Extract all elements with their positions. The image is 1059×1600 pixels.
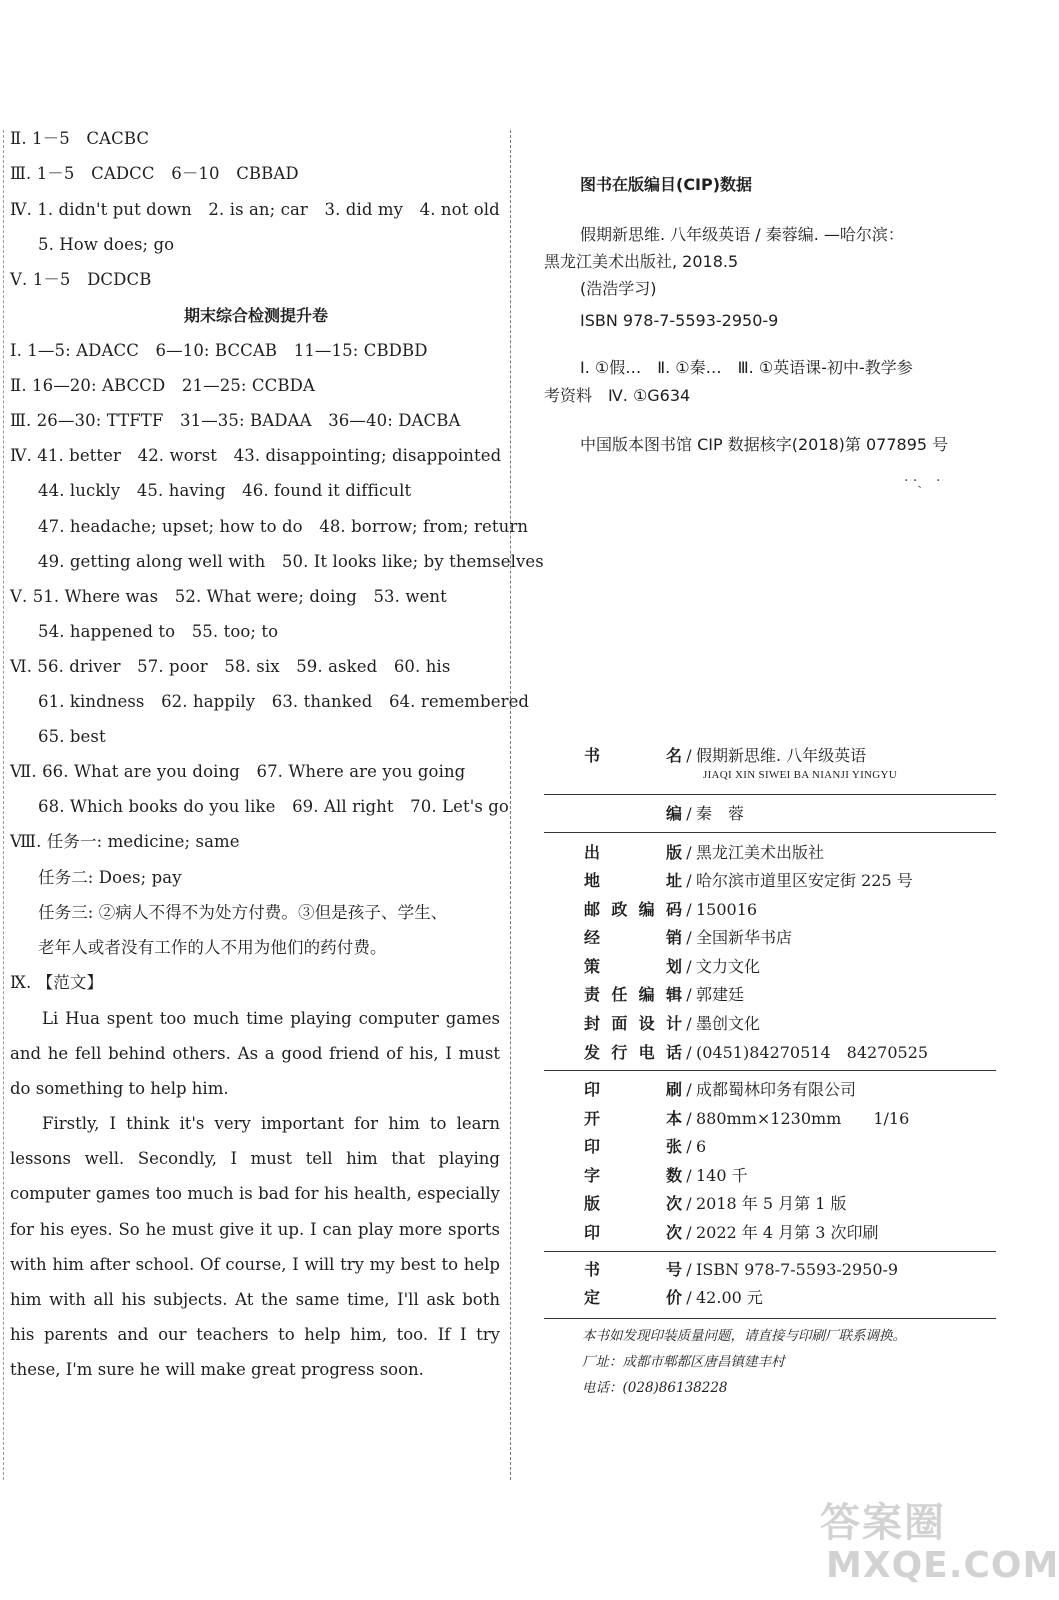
- colophon-row: 策 划 / 文力文化: [584, 957, 761, 976]
- answer-line: Ⅷ. 任务一: medicine; same: [10, 832, 240, 851]
- answer-line: 61. kindness 62. happily 63. thanked 64. remembered: [38, 692, 530, 711]
- colophon-row: 封面设计 / 墨创文化: [584, 1014, 761, 1033]
- answer-line: Ⅸ. 【范文】: [10, 973, 104, 992]
- colophon-row: 责任编辑 / 郭建廷: [584, 985, 745, 1004]
- imprint-column: [544, 0, 996, 1600]
- rule-line: [544, 1070, 996, 1071]
- colophon-row: 邮政编码 / 150016: [584, 900, 758, 919]
- answer-line: 68. Which books do you like 69. All right 70. Let's go: [38, 797, 509, 816]
- answer-line: Ⅰ. 1—5: ADACC 6—10: BCCAB 11—15: CBDBD: [10, 341, 428, 360]
- colophon-row: 出 版 / 黑龙江美术出版社: [584, 843, 825, 862]
- answer-line: 49. getting along well with 50. It looks like; by themselves: [38, 552, 544, 571]
- answer-line: 老年人或者没有工作的人不用为他们的药付费。: [38, 938, 387, 957]
- colophon-row: 开 本 / 880mm×1230mm 1/16: [584, 1109, 910, 1128]
- colophon-row: 印 张 / 6: [584, 1137, 707, 1156]
- cip-line: 假期新思维. 八年级英语 / 秦蓉编. —哈尔滨：: [580, 225, 904, 244]
- colophon-row: 经 销 / 全国新华书店: [584, 928, 793, 947]
- answer-line: Ⅳ. 41. better 42. worst 43. disappointing; disappointed: [10, 446, 502, 465]
- answer-line: Ⅲ. 1－5 CADCC 6－10 CBBAD: [10, 164, 299, 183]
- answer-line: 44. luckly 45. having 46. found it difficult: [38, 481, 412, 500]
- cip-line: 考资料 Ⅳ. ①G634: [544, 386, 691, 405]
- answer-line: Ⅲ. 26—30: TTFTF 31—35: BADAA 36—40: DACBA: [10, 411, 461, 430]
- colophon-row: 书 号 / ISBN 978-7-5593-2950-9: [584, 1260, 899, 1279]
- rule-line: [544, 794, 996, 795]
- essay-paragraph: Firstly, I think it's very important for him to learn lessons well. Secondly, I must tell him that playing computer games too much is bad for his health, especially for his eyes. So he must give it up. I can play more sports with him after school. Of course, I will try my best to help him with all his subjects. At the same time, I'll ask both his parents and our teachers to help him, too. If I try these, I'm sure he will make great progress soon.: [10, 1114, 500, 1380]
- cip-line: Ⅰ. ①假… Ⅱ. ①秦… Ⅲ. ①英语课-初中-教学参: [580, 358, 913, 377]
- cip-line: 中国版本图书馆 CIP 数据核字(2018)第 077895 号: [580, 435, 949, 454]
- rule-line: [544, 1318, 996, 1319]
- answer-line: 任务三: ②病人不得不为处方付费。③但是孩子、学生、: [38, 903, 448, 922]
- colophon-row: 地 址 / 哈尔滨市道里区安定街 225 号: [584, 871, 913, 890]
- colophon-row: 发行电话 / (0451)84270514 84270525: [584, 1043, 929, 1062]
- answer-line: Ⅳ. 1. didn't put down 2. is an; car 3. did my 4. not old: [10, 200, 500, 219]
- answer-line: Ⅶ. 66. What are you doing 67. Where are you going: [10, 762, 466, 781]
- colophon-row: 印 次 / 2022 年 4 月第 3 次印刷: [584, 1223, 879, 1242]
- colophon-row: 印 刷 / 成都蜀林印务有限公司: [584, 1080, 857, 1099]
- title-pinyin: JIAQI XIN SIWEI BA NIANJI YINGYU: [703, 769, 898, 781]
- answer-line: Ⅱ. 1－5 CACBC: [10, 129, 150, 148]
- answer-line: Ⅵ. 56. driver 57. poor 58. six 59. asked 60. his: [10, 657, 451, 676]
- printing-note: 电话：(028)86138228: [582, 1380, 728, 1396]
- colophon-row: 定 价 / 42.00 元: [584, 1288, 763, 1307]
- colophon-row: 字 数 / 140 千: [584, 1166, 748, 1185]
- printing-note: 本书如发现印装质量问题，请直接与印刷厂联系调换。: [582, 1328, 906, 1344]
- rule-line: [544, 1251, 996, 1252]
- cip-line: ISBN 978-7-5593-2950-9: [580, 311, 779, 330]
- cip-line: (浩浩学习): [580, 279, 657, 298]
- colophon-row: 编 / 秦 蓉: [665, 804, 745, 823]
- answer-line: 47. headache; upset; how to do 48. borrow; from; return: [38, 517, 529, 536]
- colophon-row: 版 次 / 2018 年 5 月第 1 版: [584, 1194, 847, 1213]
- scan-speck: · ·ˎ ·: [904, 473, 941, 489]
- answer-line: Ⅱ. 16—20: ABCCD 21—25: CCBDA: [10, 376, 315, 395]
- cip-title: 图书在版编目(CIP)数据: [580, 175, 753, 194]
- answer-line: 任务二: Does; pay: [38, 868, 182, 887]
- answer-line: 54. happened to 55. too; to: [38, 622, 279, 641]
- answer-line: Ⅴ. 1－5 DCDCB: [10, 270, 152, 289]
- answer-line: 5. How does; go: [38, 235, 175, 254]
- essay-paragraph: Li Hua spent too much time playing computer games and he fell behind others. As a good friend of his, I must do something to help him.: [10, 1009, 500, 1099]
- printing-note: 厂址：成都市郫都区唐昌镇建丰村: [582, 1354, 785, 1370]
- section-title: 期末综合检测提升卷: [183, 306, 328, 325]
- left-edge-line: [3, 130, 4, 1480]
- cip-line: 黑龙江美术出版社, 2018.5: [544, 252, 739, 271]
- watermark-logo: 答案圈 MXQE.COM: [820, 1500, 1059, 1586]
- answer-line: 65. best: [38, 727, 106, 746]
- column-divider: [510, 130, 511, 1480]
- answer-line: Ⅴ. 51. Where was 52. What were; doing 53. went: [10, 587, 447, 606]
- rule-line: [544, 832, 996, 833]
- colophon-row: 书 名 / 假期新思维. 八年级英语: [584, 746, 867, 765]
